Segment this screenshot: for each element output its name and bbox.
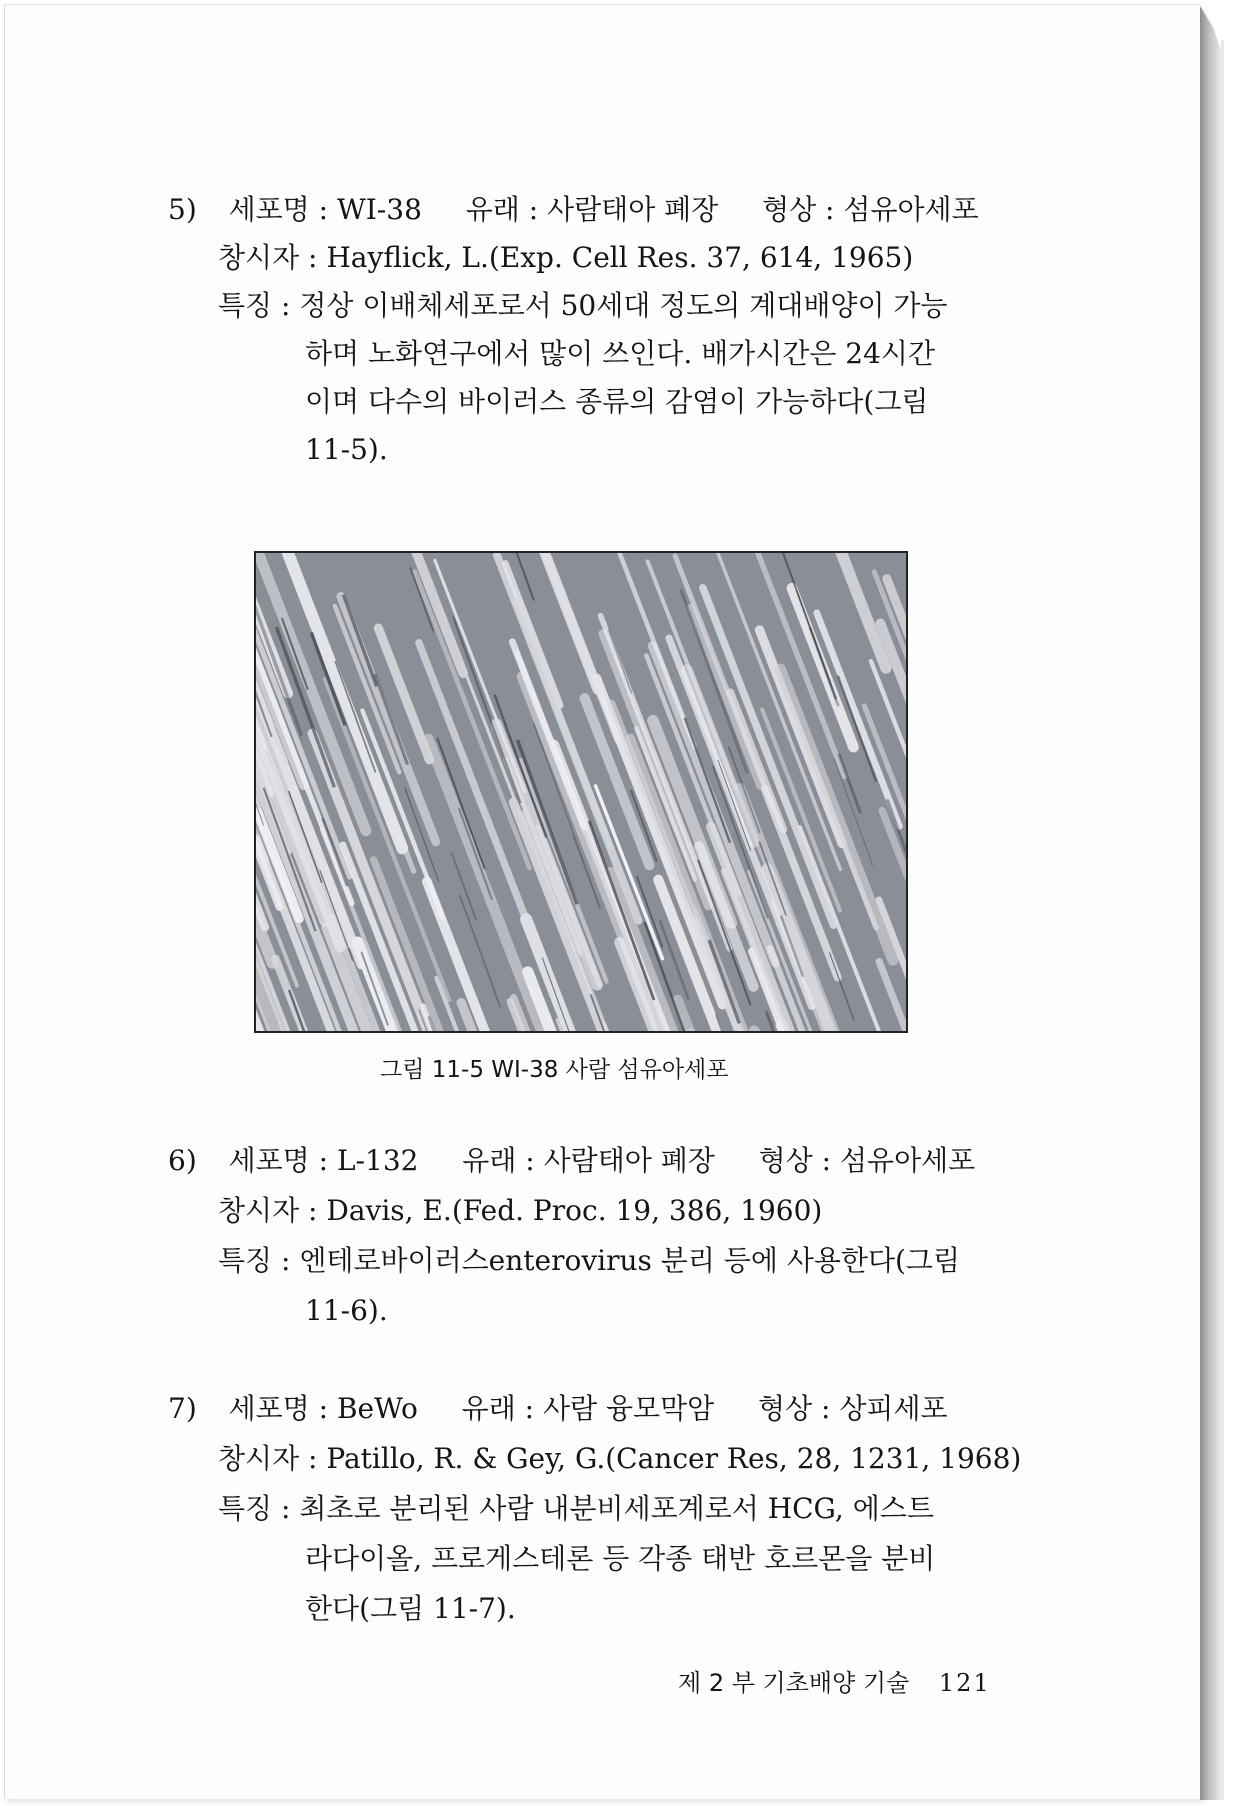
creator-line xyxy=(218,1441,1021,1477)
cell-shape: 섬유아세포 xyxy=(839,1144,976,1177)
creator-line xyxy=(218,1193,822,1229)
cell-shape: 상피세포 xyxy=(839,1392,948,1425)
feature-line-1 xyxy=(218,1243,960,1279)
page-spine-shadow xyxy=(1200,6,1222,1800)
cell-origin: 사람 융모막암 xyxy=(543,1392,715,1425)
feature-label: 특징 : xyxy=(218,1492,291,1525)
feature-line-2: 라다이올, 프로게스테론 등 각종 태반 호르몬을 분비 xyxy=(305,1542,936,1575)
origin-label: 유래 : xyxy=(461,1392,535,1425)
feature-line-3: 한다(그림 11-7). xyxy=(305,1592,516,1625)
shape-label: 형상 : xyxy=(758,1144,832,1177)
cell-name: L-132 xyxy=(336,1144,419,1177)
name-label: 세포명 : xyxy=(228,193,329,226)
entry-header xyxy=(168,1143,975,1179)
feature-line-1 xyxy=(218,288,948,324)
origin-label: 유래 : xyxy=(465,193,539,226)
footer-part-title: 제 2 부 기초배양 기술 xyxy=(678,1669,910,1697)
creator-label: 창시자 : xyxy=(218,241,318,274)
creator-label: 창시자 : xyxy=(218,1194,318,1227)
creator-text: Hayflick, L.(Exp. Cell Res. 37, 614, 1965) xyxy=(326,241,914,274)
cell-name: BeWo xyxy=(336,1392,418,1425)
feature-line-3: 이며 다수의 바이러스 종류의 감염이 가능하다(그림 xyxy=(305,385,929,418)
entry-number: 5) xyxy=(168,193,197,226)
entry-header xyxy=(168,1391,948,1427)
creator-text: Patillo, R. & Gey, G.(Cancer Res, 28, 1231, 1968) xyxy=(326,1442,1022,1475)
shape-label: 형상 : xyxy=(762,193,835,226)
entry-number: 7) xyxy=(168,1392,197,1425)
entry-header xyxy=(168,192,979,228)
cell-origin: 사람태아 폐장 xyxy=(543,1144,715,1177)
creator-label: 창시자 : xyxy=(218,1442,318,1475)
feature-line-4: 11-5). xyxy=(305,433,388,466)
feature-text: 최초로 분리된 사람 내분비세포계로서 HCG, 에스트 xyxy=(299,1492,934,1525)
feature-line-1 xyxy=(218,1491,934,1527)
feature-label: 특징 : xyxy=(218,289,291,322)
micrograph-figure xyxy=(254,551,908,1033)
cell-name: WI-38 xyxy=(336,193,422,226)
feature-text: 정상 이배체세포로서 50세대 정도의 계대배양이 가능 xyxy=(299,289,948,322)
figure-caption: 그림 11-5 WI-38 사람 섬유아세포 xyxy=(380,1057,729,1083)
origin-label: 유래 : xyxy=(462,1144,535,1177)
feature-line-2: 하며 노화연구에서 많이 쓰인다. 배가시간은 24시간 xyxy=(305,337,935,370)
page-number: 121 xyxy=(938,1669,991,1697)
fibroblast-micrograph-image xyxy=(256,553,906,1031)
feature-label: 특징 : xyxy=(218,1244,291,1277)
name-label: 세포명 : xyxy=(228,1392,329,1425)
entry-number: 6) xyxy=(168,1144,197,1177)
creator-line xyxy=(218,240,913,276)
creator-text: Davis, E.(Fed. Proc. 19, 386, 1960) xyxy=(326,1194,823,1227)
shape-label: 형상 : xyxy=(758,1392,831,1425)
cell-shape: 섬유아세포 xyxy=(843,193,979,226)
feature-text: 엔테로바이러스enterovirus 분리 등에 사용한다(그림 xyxy=(299,1244,961,1277)
page-footer xyxy=(678,1668,991,1698)
feature-line-2: 11-6). xyxy=(305,1294,388,1327)
cell-origin: 사람태아 폐장 xyxy=(547,193,719,226)
page-edge xyxy=(1221,40,1224,1800)
name-label: 세포명 : xyxy=(228,1144,329,1177)
